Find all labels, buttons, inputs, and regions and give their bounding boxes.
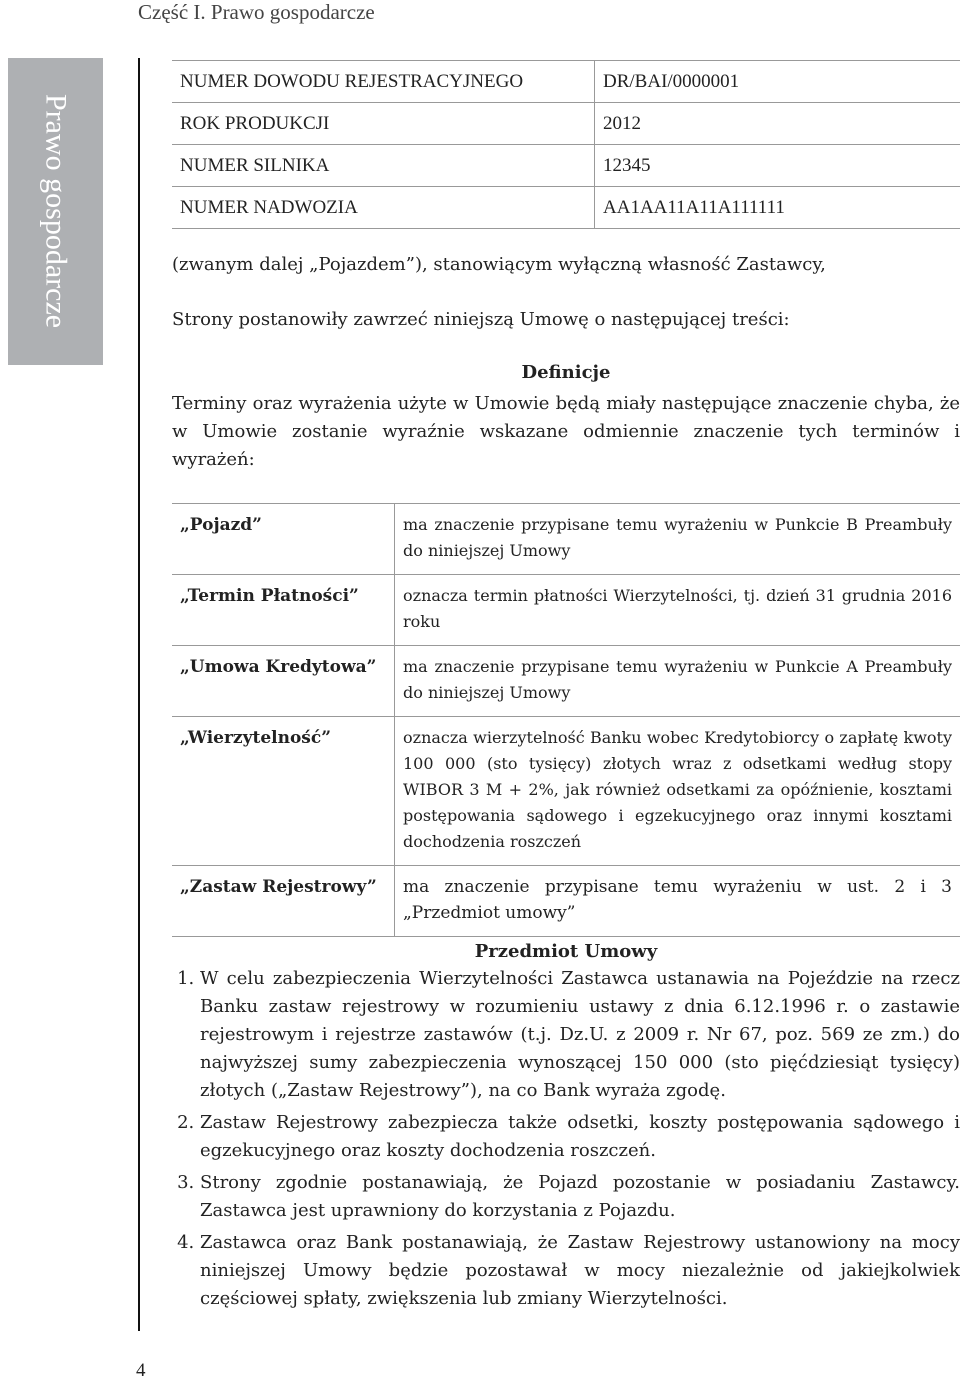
table-row — [172, 866, 960, 937]
definitions-table — [172, 503, 960, 937]
definition-desc: ma znaczenie przypisane temu wyrażeniu w Punkcie A Preambuły do niniejszej Umowy — [395, 646, 960, 717]
page-number: 4 — [136, 1360, 146, 1382]
table-row — [172, 103, 960, 145]
list-item: 3. Strony zgodnie postanawiają, że Pojazd pozostanie w posiadaniu Zastawcy. Zastawca jest uprawniony do korzystania z Pojazdu. — [200, 1169, 960, 1225]
table-row — [172, 145, 960, 187]
side-tab-label: Prawo gospodarcze — [39, 94, 73, 328]
vehicle-value: AA1AA11A11A111111 — [595, 187, 960, 229]
vehicle-value: DR/BAI/0000001 — [595, 61, 960, 103]
list-item: 4. Zastawca oraz Bank postanawiają, że Zastaw Rejestrowy ustanowiony na mocy niniejszej Umowy będzie pozostawał w mocy niezależnie od jakiejkolwiek częściowej spłaty, zwiększenia lub zmiany Wierzytelności. — [200, 1229, 960, 1313]
intro-line-1: (zwanym dalej „Pojazdem”), stanowiącym wyłączną własność Zastawcy, — [172, 251, 960, 279]
definition-term: „Pojazd” — [172, 504, 395, 575]
vehicle-key: NUMER DOWODU REJESTRACYJNEGO — [172, 61, 595, 103]
table-row — [172, 504, 960, 575]
table-row — [172, 575, 960, 646]
vehicle-key: ROK PRODUKCJI — [172, 103, 595, 145]
list-item: 1. W celu zabezpieczenia Wierzytelności Zastawca ustanawia na Pojeździe na rzecz Banku zastaw rejestrowy w rozumieniu ustawy z dnia 6.12.1996 r. o zastawie rejestrowym i rejestrze zastawów (t.j. Dz.U. z 2009 r. Nr 67, poz. 569 ze zm.) do najwyższej sumy zabezpieczenia wynoszącej 150 000 (sto pięćdziesiąt tysięcy) złotych („Zastaw Rejestrowy”), na co Bank wyraża zgodę. — [200, 965, 960, 1105]
vehicle-key: NUMER SILNIKA — [172, 145, 595, 187]
running-header: Część I. Prawo gospodarcze — [138, 0, 375, 25]
definition-desc: ma znaczenie przypisane temu wyrażeniu w ust. 2 i 3 „Przedmiot umowy” — [395, 866, 960, 937]
subject-heading: Przedmiot Umowy — [172, 941, 960, 962]
definition-term: „Wierzytelność” — [172, 717, 395, 866]
table-row — [172, 187, 960, 229]
list-item: 2. Zastaw Rejestrowy zabezpiecza także odsetki, koszty postępowania sądowego i egzekucyjnego oraz koszty dochodzenia roszczeń. — [200, 1109, 960, 1165]
vehicle-value: 2012 — [595, 103, 960, 145]
definition-desc: ma znaczenie przypisane temu wyrażeniu w Punkcie B Preambuły do niniejszej Umowy — [395, 504, 960, 575]
table-row — [172, 646, 960, 717]
vehicle-details-table — [172, 60, 960, 229]
definitions-intro: Terminy oraz wyrażenia użyte w Umowie będą miały następujące znaczenie chyba, że w Umowie zostanie wyraźnie wskazane odmiennie znaczenie tych terminów i wyrażeń: — [172, 390, 960, 474]
table-row — [172, 717, 960, 866]
subject-clauses — [172, 965, 960, 1317]
definition-term: „Termin Płatności” — [172, 575, 395, 646]
vehicle-key: NUMER NADWOZIA — [172, 187, 595, 229]
table-row — [172, 61, 960, 103]
definition-desc: oznacza termin płatności Wierzytelności, tj. dzień 31 grudnia 2016 roku — [395, 575, 960, 646]
definitions-heading: Definicje — [172, 362, 960, 383]
intro-line-2: Strony postanowiły zawrzeć niniejszą Umowę o następującej treści: — [172, 306, 960, 334]
definition-term: „Umowa Kredytowa” — [172, 646, 395, 717]
definition-term: „Zastaw Rejestrowy” — [172, 866, 395, 937]
section-side-tab — [8, 58, 103, 365]
vehicle-value: 12345 — [595, 145, 960, 187]
margin-rule — [138, 58, 140, 1331]
definition-desc: oznacza wierzytelność Banku wobec Kredytobiorcy o zapłatę kwoty 100 000 (sto tysięcy) złotych wraz z odsetkami według stopy WIBOR 3 M + 2%, jak również odsetkami za opóźnienie, kosztami postępowania sądowego i egzekucyjnego oraz innymi kosztami dochodzenia roszczeń — [395, 717, 960, 866]
